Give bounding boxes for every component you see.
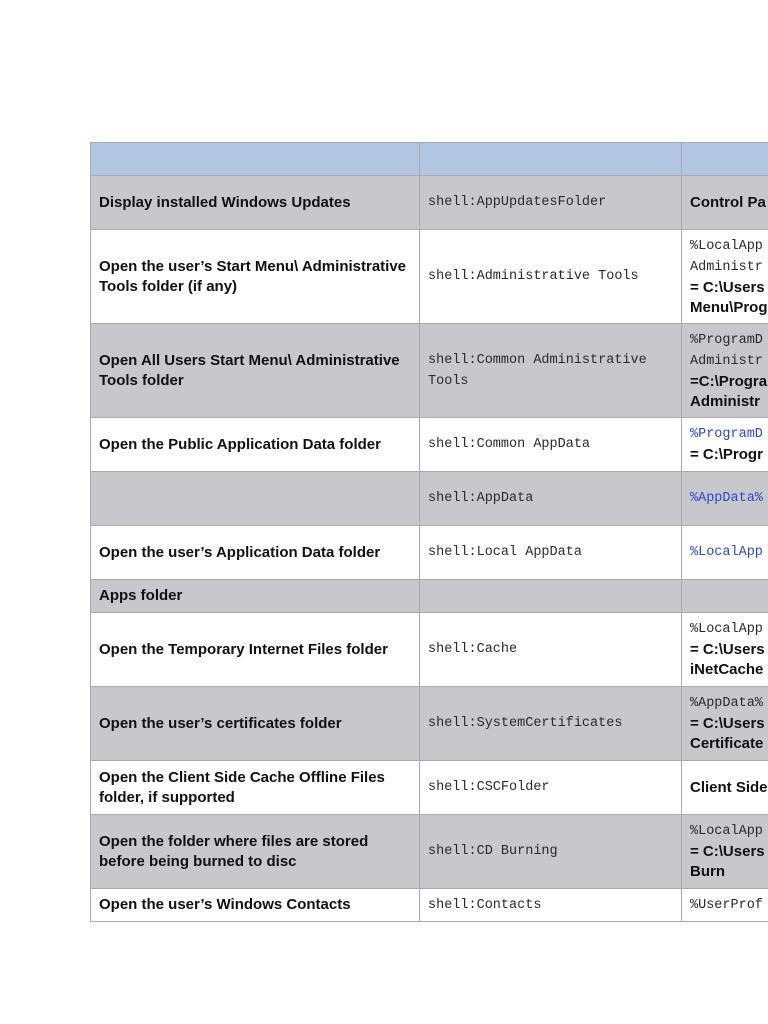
- location-line: =C:\Progra: [690, 372, 768, 390]
- location-link[interactable]: %LocalApp: [690, 545, 763, 560]
- row-location: [682, 613, 768, 687]
- location-line: Administr: [690, 353, 763, 369]
- location-line: Administr: [690, 259, 763, 275]
- row-description: Open the Public Application Data folder: [91, 418, 420, 472]
- row-command: shell:Cache: [420, 613, 682, 687]
- row-command: shell:Common Administrative Tools: [420, 324, 682, 418]
- row-command: [420, 580, 682, 613]
- header-cell-command: [420, 143, 682, 176]
- row-command: shell:Local AppData: [420, 526, 682, 580]
- location-line: = C:\Users: [690, 715, 765, 732]
- location-line: %LocalApp: [690, 238, 763, 254]
- row-location: [682, 815, 768, 889]
- table-row: [91, 526, 768, 580]
- table-row: [91, 176, 768, 230]
- row-location: [682, 324, 768, 418]
- location-line: %LocalApp: [690, 622, 763, 637]
- row-description: Apps folder: [91, 580, 420, 613]
- row-location: [682, 889, 768, 922]
- location-line: %UserProf: [690, 897, 763, 913]
- row-description: Display installed Windows Updates: [91, 176, 420, 230]
- header-cell-location: [682, 143, 768, 176]
- table-row: [91, 324, 768, 418]
- location-line: Control Pa: [690, 193, 766, 211]
- location-link[interactable]: %AppData%: [690, 491, 763, 506]
- location-line: = C:\Users: [690, 278, 765, 296]
- location-line: Administr: [690, 392, 761, 410]
- row-location: [682, 580, 768, 613]
- location-line: %AppData%: [690, 696, 763, 711]
- row-description: [91, 472, 420, 526]
- table-row: [91, 580, 768, 613]
- row-location: [682, 526, 768, 580]
- row-command: shell:Administrative Tools: [420, 230, 682, 324]
- row-command: shell:Common AppData: [420, 418, 682, 472]
- table-row: [91, 230, 768, 324]
- location-line: Client Side: [690, 778, 768, 796]
- location-line: = C:\Users: [690, 843, 765, 860]
- location-link[interactable]: %ProgramD: [690, 427, 763, 442]
- row-location: [682, 472, 768, 526]
- table-row: [91, 815, 768, 889]
- location-line: = C:\Progr: [690, 446, 763, 463]
- row-description: Open the Client Side Cache Offline Files folder, if supported: [91, 761, 420, 815]
- location-line: %LocalApp: [690, 824, 763, 839]
- location-line: %ProgramD: [690, 332, 763, 348]
- row-location: [682, 418, 768, 472]
- row-location: [682, 176, 768, 230]
- location-line: Certificate: [690, 735, 764, 752]
- table-header-row: [91, 143, 768, 176]
- table-row: [91, 687, 768, 761]
- row-command: shell:CSCFolder: [420, 761, 682, 815]
- row-description: Open the user’s Start Menu\ Administrative Tools folder (if any): [91, 230, 420, 324]
- table-row: [91, 613, 768, 687]
- location-line: Menu\Prog: [690, 298, 768, 316]
- row-command: shell:AppUpdatesFolder: [420, 176, 682, 230]
- table-row: [91, 761, 768, 815]
- shell-commands-table: [90, 142, 768, 922]
- row-description: Open the user’s Application Data folder: [91, 526, 420, 580]
- row-description: Open the user’s certificates folder: [91, 687, 420, 761]
- table-row: [91, 418, 768, 472]
- table-row: [91, 472, 768, 526]
- row-command: shell:Contacts: [420, 889, 682, 922]
- row-description: Open the user’s Windows Contacts: [91, 889, 420, 922]
- row-description: Open All Users Start Menu\ Administrative Tools folder: [91, 324, 420, 418]
- header-cell-description: [91, 143, 420, 176]
- row-command: shell:SystemCertificates: [420, 687, 682, 761]
- location-line: = C:\Users: [690, 641, 765, 658]
- row-location: [682, 687, 768, 761]
- row-description: Open the folder where files are stored before being burned to disc: [91, 815, 420, 889]
- row-description: Open the Temporary Internet Files folder: [91, 613, 420, 687]
- row-command: shell:AppData: [420, 472, 682, 526]
- row-location: [682, 761, 768, 815]
- location-line: iNetCache: [690, 661, 764, 678]
- row-command: shell:CD Burning: [420, 815, 682, 889]
- table-row: [91, 889, 768, 922]
- row-location: [682, 230, 768, 324]
- location-line: Burn: [690, 863, 725, 880]
